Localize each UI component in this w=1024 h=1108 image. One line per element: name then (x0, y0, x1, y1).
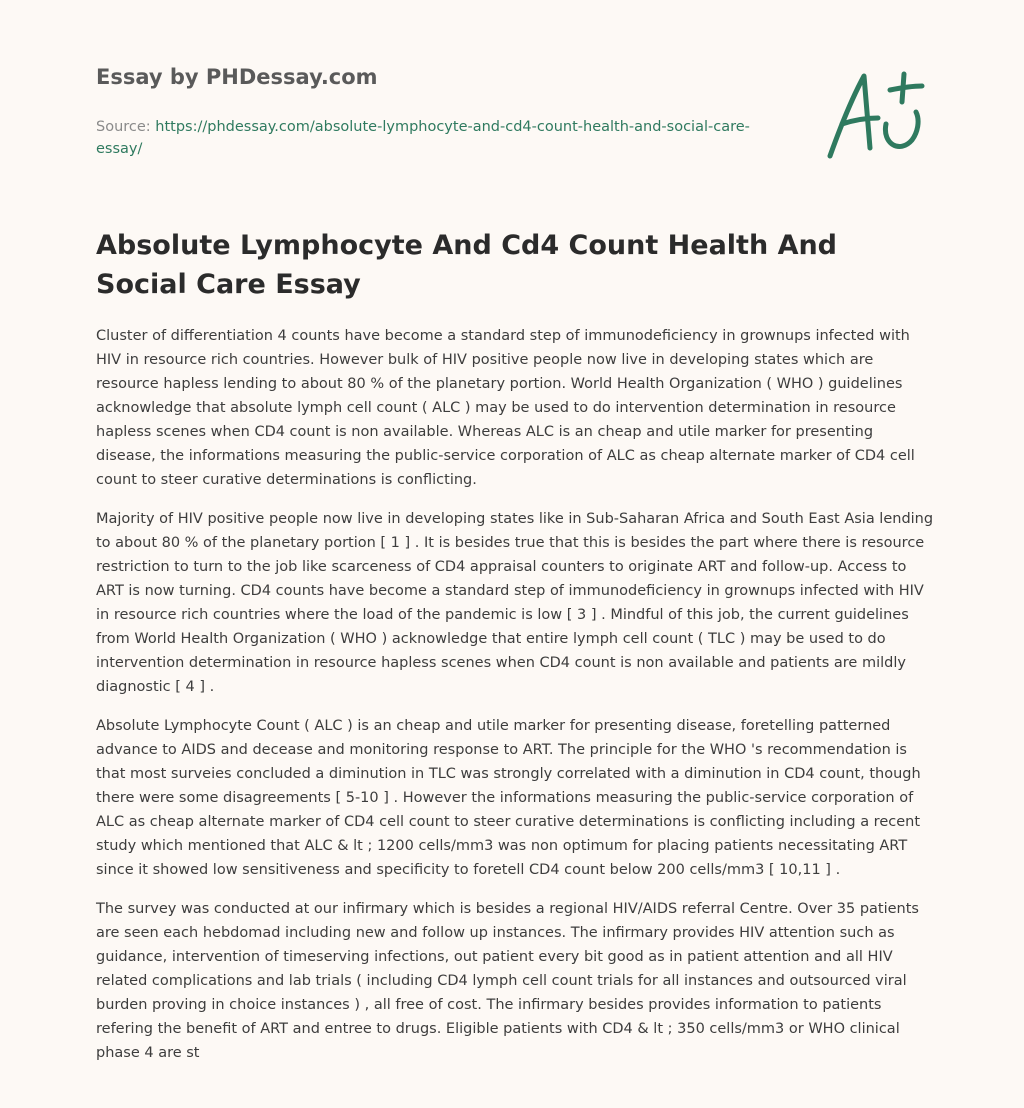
site-brand: Essay by PHDessay.com (96, 65, 378, 89)
paragraph: Cluster of differentiation 4 counts have become a standard step of immunodeficiency in grownups infected with HIV in resource rich countries. However bulk of HIV positive people now live in developing states which are resource hapless lending to about 80 % of the planetary portion. World Health Organization ( WHO ) guidelines acknowledge that absolute lymph cell count ( ALC ) may be used to do intervention determination in resource hapless scenes when CD4 count is non available. Whereas ALC is an cheap and utile marker for presenting disease, the informations measuring the public-service corporation of ALC as cheap alternate marker of CD4 cell count to steer curative determinations is conflicting. (96, 328, 915, 488)
a-plus-logo-icon (820, 68, 930, 164)
paragraph: The survey was conducted at our infirmary which is besides a regional HIV/AIDS referral Centre. Over 35 patients are seen each hebdomad including new and follow up instances. The infirmary provides HIV attention such as guidance, intervention of timeserving infections, out patient every bit good as in patient attention and all HIV related complications and lab trials ( including CD4 lymph cell count trials for all instances and outsourced viral burden proving in choice instances ) , all free of cost. The infirmary besides provides information to patients refering the benefit of ART and entree to drugs. Eligible patients with CD4 & lt ; 350 cells/mm3 or WHO clinical phase 4 are st (96, 901, 919, 1061)
essay-title: Absolute Lymphocyte And Cd4 Count Health And Social Care Essay (96, 230, 838, 300)
source-label: Source: (96, 119, 151, 135)
source-link[interactable]: https://phdessay.com/absolute-lymphocyte-and-cd4-count-health-and-social-care-essay/ (96, 119, 750, 157)
page-header (96, 62, 796, 160)
paragraph: Majority of HIV positive people now live in developing states like in Sub-Saharan Africa and South East Asia lending to about 80 % of the planetary portion [ 1 ] . It is besides true that this is besides the part where there is resource restriction to turn to the job like scarceness of CD4 appraisal counters to originate ART and follow-up. Access to ART is now turning. CD4 counts have become a standard step of immunodeficiency in grownups infected with HIV in resource rich countries where the load of the pandemic is low [ 3 ] . Mindful of this job, the current guidelines from World Health Organization ( WHO ) acknowledge that entire lymph cell count ( TLC ) may be used to do intervention determination in resource hapless scenes when CD4 count is non available and patients are mildly diagnostic [ 4 ] . (96, 511, 934, 695)
paragraph: Absolute Lymphocyte Count ( ALC ) is an cheap and utile marker for presenting disease, foretelling patterned advance to AIDS and decease and monitoring response to ART. The principle for the WHO 's recommendation is that most surveies concluded a diminution in TLC was strongly correlated with a diminution in CD4 count, though there were some disagreements [ 5-10 ] . However the informations measuring the public-service corporation of ALC as cheap alternate marker of CD4 cell count to steer curative determinations is conflicting including a recent study which mentioned that ALC & lt ; 1200 cells/mm3 was non optimum for placing patients necessitating ART since it showed low sensitiveness and specificity to foretell CD4 count below 200 cells/mm3 [ 10,11 ] . (96, 718, 921, 878)
essay-body (96, 324, 934, 1080)
source-line (96, 116, 796, 160)
